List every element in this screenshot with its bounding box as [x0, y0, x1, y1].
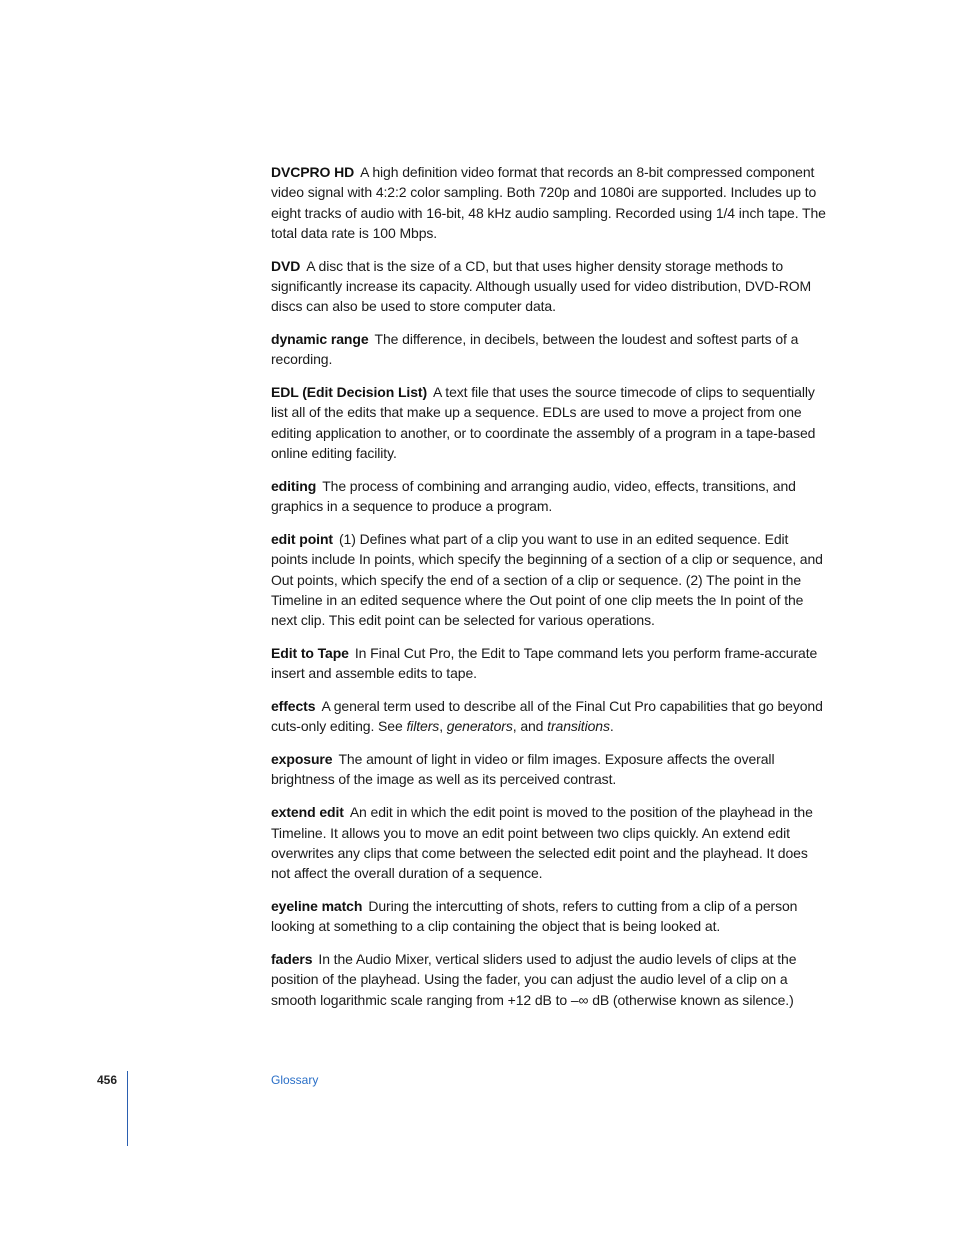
glossary-content [271, 162, 827, 1022]
glossary-term: DVCPRO HD [271, 164, 355, 180]
glossary-entry [271, 476, 827, 517]
glossary-entry [271, 256, 827, 317]
separator-text: , and [512, 718, 548, 735]
glossary-definition [271, 698, 823, 734]
glossary-term: EDL (Edit Decision List) [271, 384, 428, 401]
glossary-entry [271, 382, 827, 463]
section-link[interactable]: Glossary [271, 1073, 319, 1087]
glossary-definition: A text file that uses the source timecode of clips to sequentially list all of the edits that make up a sequence. EDLs are used to move a project from one editing application to another, or to coordinate the assembly of a program in a tape-based online editing facility. [271, 384, 816, 462]
glossary-definition: An edit in which the edit point is moved to the position of the playhead in the Timeline. It allows you to move an edit point between two clips quickly. An extend edit overwrites any clips that come between the selected edit point and the playhead. It does not affect the overall duration of a sequence. [271, 804, 813, 882]
glossary-entry [271, 949, 827, 1010]
glossary-definition: (1) Defines what part of a clip you want to use in an edited sequence. Edit points include In points, which specify the beginning of a section of a clip or sequence, and Out points, which specify the end of a section of a clip or sequence. (2) The point in the Timeline in an edited sequence where the Out point of one clip meets the In point of the next clip. This edit point can be selected for various operations. [271, 530, 823, 629]
definition-text: A general term used to describe all of the Final Cut Pro capabilities that go beyond cuts-only editing. See [271, 698, 823, 735]
glossary-definition: A high definition video format that records an 8-bit compressed component video signal with 4:2:2 color sampling. Both 720p and 1080i are supported. Includes up to eight tracks of audio with 16-bit, 48 kHz audio sampling. Recorded using 1/4 inch tape. The total data rate is 100 Mbps. [271, 164, 826, 241]
glossary-term: eyeline match [271, 897, 363, 914]
footer-divider [127, 1071, 128, 1146]
cross-reference-transitions: transitions [547, 718, 610, 735]
glossary-definition: During the intercutting of shots, refers to cutting from a clip of a person looking at something to a clip containing the object that is being looked at. [271, 897, 798, 935]
glossary-term: extend edit [271, 804, 344, 821]
glossary-entry [271, 749, 827, 790]
glossary-entry [271, 696, 827, 737]
glossary-term: editing [271, 477, 317, 494]
definition-suffix: . [609, 718, 614, 735]
glossary-definition: The difference, in decibels, between the loudest and softest parts of a recording. [271, 331, 799, 368]
cross-reference-filters: filters [406, 718, 440, 735]
glossary-entry [271, 802, 827, 883]
glossary-term: faders [271, 951, 313, 967]
glossary-entry [271, 529, 827, 630]
page-number: 456 [97, 1073, 118, 1087]
glossary-definition: A disc that is the size of a CD, but that uses higher density storage methods to significantly increase its capacity. Although usually used for video distribution, DVD-ROM discs can also be used to store computer data. [271, 257, 812, 315]
glossary-term: dynamic range [271, 331, 369, 348]
glossary-term: DVD [271, 257, 301, 274]
glossary-entry [271, 329, 827, 370]
glossary-definition: In Final Cut Pro, the Edit to Tape command lets you perform frame-accurate insert and assemble edits to tape. [271, 644, 818, 682]
glossary-entry [271, 896, 827, 937]
glossary-entry [271, 643, 827, 684]
glossary-term: effects [271, 698, 316, 715]
glossary-term: edit point [271, 530, 333, 547]
glossary-term: exposure [271, 751, 333, 768]
glossary-term: Edit to Tape [271, 644, 349, 661]
glossary-entry [271, 162, 827, 243]
cross-reference-generators: generators [446, 718, 513, 735]
glossary-definition: The process of combining and arranging audio, video, effects, transitions, and graphics in a sequence to produce a program. [271, 477, 796, 515]
glossary-definition: In the Audio Mixer, vertical sliders used to adjust the audio levels of clips at the position of the playhead. Using the fader, you can adjust the audio level of a clip on a smooth logarithmic scale ranging from +12 dB to –∞ dB (otherwise known as silence.) [271, 951, 797, 1008]
separator-text: , [439, 718, 447, 735]
glossary-definition: The amount of light in video or film images. Exposure affects the overall brightness of the image as well as its perceived contrast. [271, 751, 775, 788]
